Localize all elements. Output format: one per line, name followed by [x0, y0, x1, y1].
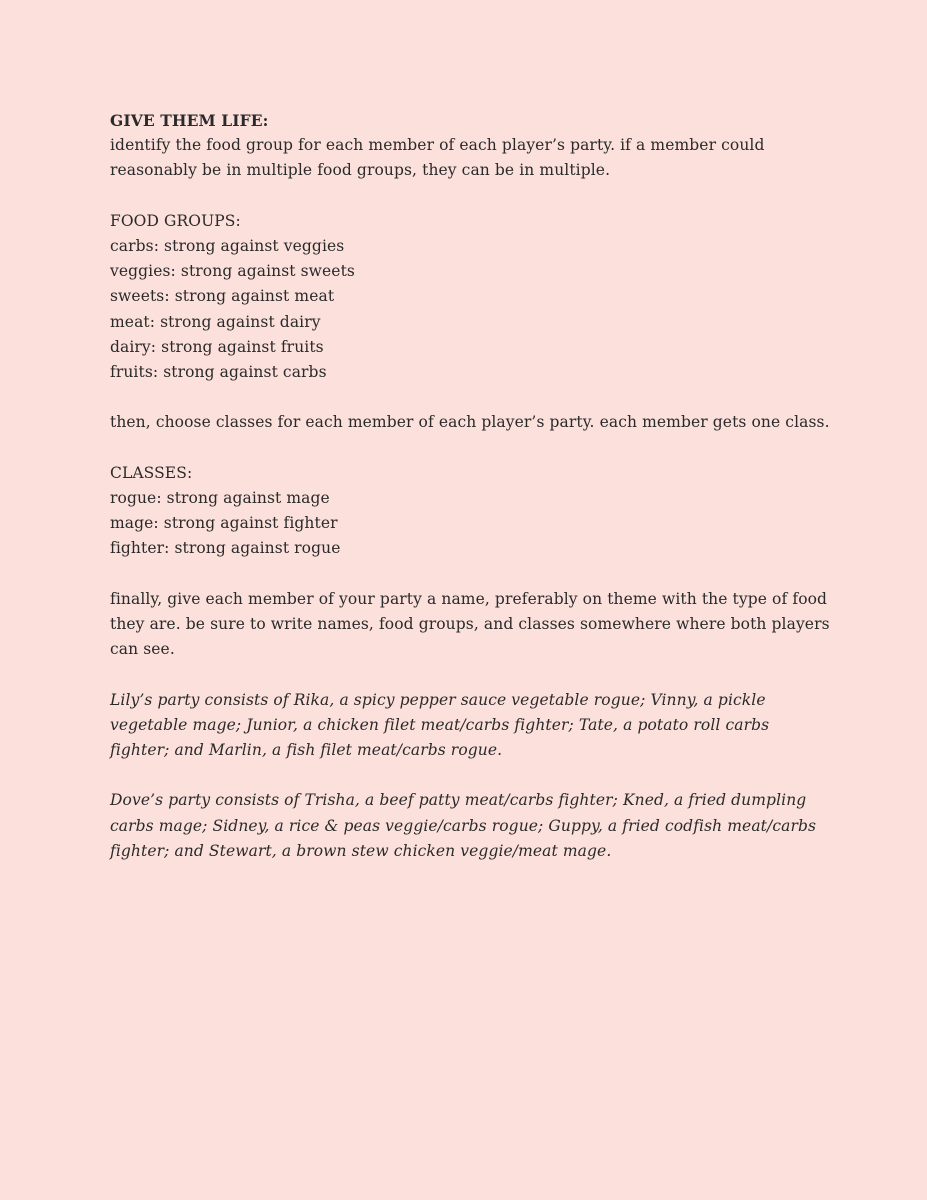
example-party-paragraph: Dove’s party consists of Trisha, a beef patty meat/carbs fighter; Kned, a fried dumpling carbs mage; Sidney, a rice & peas veggie/carbs rogue; Guppy, a fried codfish meat/carbs fighter; and Stewart, a brown stew chicken veggie/meat mage. [110, 791, 817, 860]
example-party-paragraph: Lily’s party consists of Rika, a spicy pepper sauce vegetable rogue; Vinny, a pickle vegetable mage; Junior, a chicken filet meat/carbs fighter; Tate, a potato roll carbs fighter; and Marlin, a fish filet meat/carbs rogue. [110, 690, 770, 759]
spacer [110, 385, 830, 410]
class-item: fighter: strong against rogue [110, 539, 341, 558]
food-group-item: veggies: strong against sweets [110, 262, 355, 281]
spacer [110, 763, 830, 788]
intro-paragraph: identify the food group for each member of each player’s party. if a member could reasonably be in multiple food groups, they can be in multiple. [110, 136, 765, 180]
section-heading: GIVE THEM LIFE: [110, 111, 269, 130]
classes-heading: CLASSES: [110, 463, 193, 482]
food-group-item: fruits: strong against carbs [110, 363, 327, 382]
classes-list [110, 486, 830, 562]
food-groups-heading: FOOD GROUPS: [110, 211, 241, 230]
spacer [110, 562, 830, 587]
spacer [110, 184, 830, 209]
class-item: mage: strong against fighter [110, 514, 338, 533]
food-group-item: carbs: strong against veggies [110, 237, 345, 255]
food-group-item: dairy: strong against fruits [110, 337, 324, 356]
classes-intro-paragraph: then, choose classes for each member of each player’s party. each member gets one class. [110, 413, 830, 432]
food-groups-list [110, 234, 830, 385]
food-group-item: meat: strong against dairy [110, 312, 321, 331]
document-content [110, 108, 830, 864]
food-group-item: sweets: strong against meat [110, 287, 335, 306]
naming-paragraph: finally, give each member of your party a name, preferably on theme with the type of food they are. be sure to write names, food groups, and classes somewhere where both players can see. [110, 589, 830, 659]
spacer [110, 662, 830, 687]
class-item: rogue: strong against mage [110, 489, 330, 507]
spacer [110, 436, 830, 461]
